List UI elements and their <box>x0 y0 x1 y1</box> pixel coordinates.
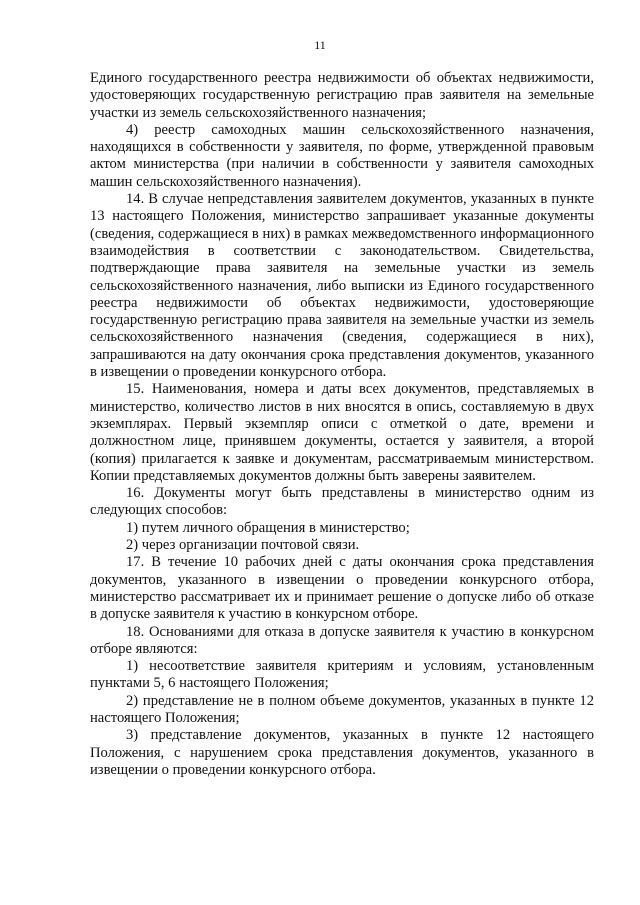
paragraph-16-item-1: 1) путем личного обращения в министерство; <box>126 519 410 536</box>
paragraph-16: 16. Документы могут быть представлены в министерство одним из следующих способов: <box>90 485 594 519</box>
page-number: 11 <box>314 38 326 52</box>
paragraph-item-4: 4) реестр самоходных машин сельскохозяйственного назначения, находящихся в собственности у заявителя, по форме, утвержденной правовым актом министерства (при наличии в собственности у заявителя самоходных машин сельскохозяйственного назначения). <box>90 121 594 190</box>
paragraph-18-item-1: 1) несоответствие заявителя критериям и условиям, установленным пунктами 5, 6 настоящего Положения; <box>90 658 594 692</box>
paragraph-18: 18. Основаниями для отказа в допуске заявителя к участию в конкурсном отборе являются: <box>90 623 594 657</box>
document-body <box>90 70 594 779</box>
paragraph-14: 14. В случае непредставления заявителем документов, указанных в пункте 13 настоящего Положения, министерство запрашивает указанные документы (сведения, содержащиеся в них) в рамках межведомственного информационного взаимодействия в соответствии с законодательством. Свидетельства, подтверждающие права заявителя на земельные участки из земель сельскохозяйственного назначения, либо выписки из Единого государственного реестра недвижимости об объектах недвижимости, удостоверяющие государственную регистрацию права заявителя на земельные участки из земель сельскохозяйственного назначения (сведения, содержащиеся в них), запрашиваются на дату окончания срока представления документов, указанного в извещении о проведении конкурсного отбора. <box>90 191 594 381</box>
paragraph-16-item-2: 2) через организации почтовой связи. <box>126 537 360 554</box>
paragraph-18-item-2: 2) представление не в полном объеме документов, указанных в пункте 12 настоящего Положения; <box>90 692 594 726</box>
paragraph-15: 15. Наименования, номера и даты всех документов, представляемых в министерство, количество листов в них вносятся в опись, составляемую в двух экземплярах. Первый экземпляр описи с отметкой о дате, времени и должностном лице, принявшем документы, остается у заявителя, а второй (копия) прилагается к заявке и документам, рассматриваемым министерством. Копии представляемых документов должны быть заверены заявителем. <box>90 381 594 484</box>
paragraph-continuation: Единого государственного реестра недвижимости об объектах недвижимости, удостоверяющих государственную регистрацию прав заявителя на земельные участки из земель сельскохозяйственного назначения; <box>90 70 594 121</box>
paragraph-17: 17. В течение 10 рабочих дней с даты окончания срока представления документов, указанного в извещении о проведении конкурсного отбора, министерство рассматривает их и принимает решение о допуске либо об отказе в допуске заявителя к участию в конкурсном отборе. <box>90 554 594 623</box>
paragraph-18-item-3: 3) представление документов, указанных в пункте 12 настоящего Положения, с нарушением срока представления документов, указанного в извещении о проведении конкурсного отбора. <box>90 727 594 778</box>
